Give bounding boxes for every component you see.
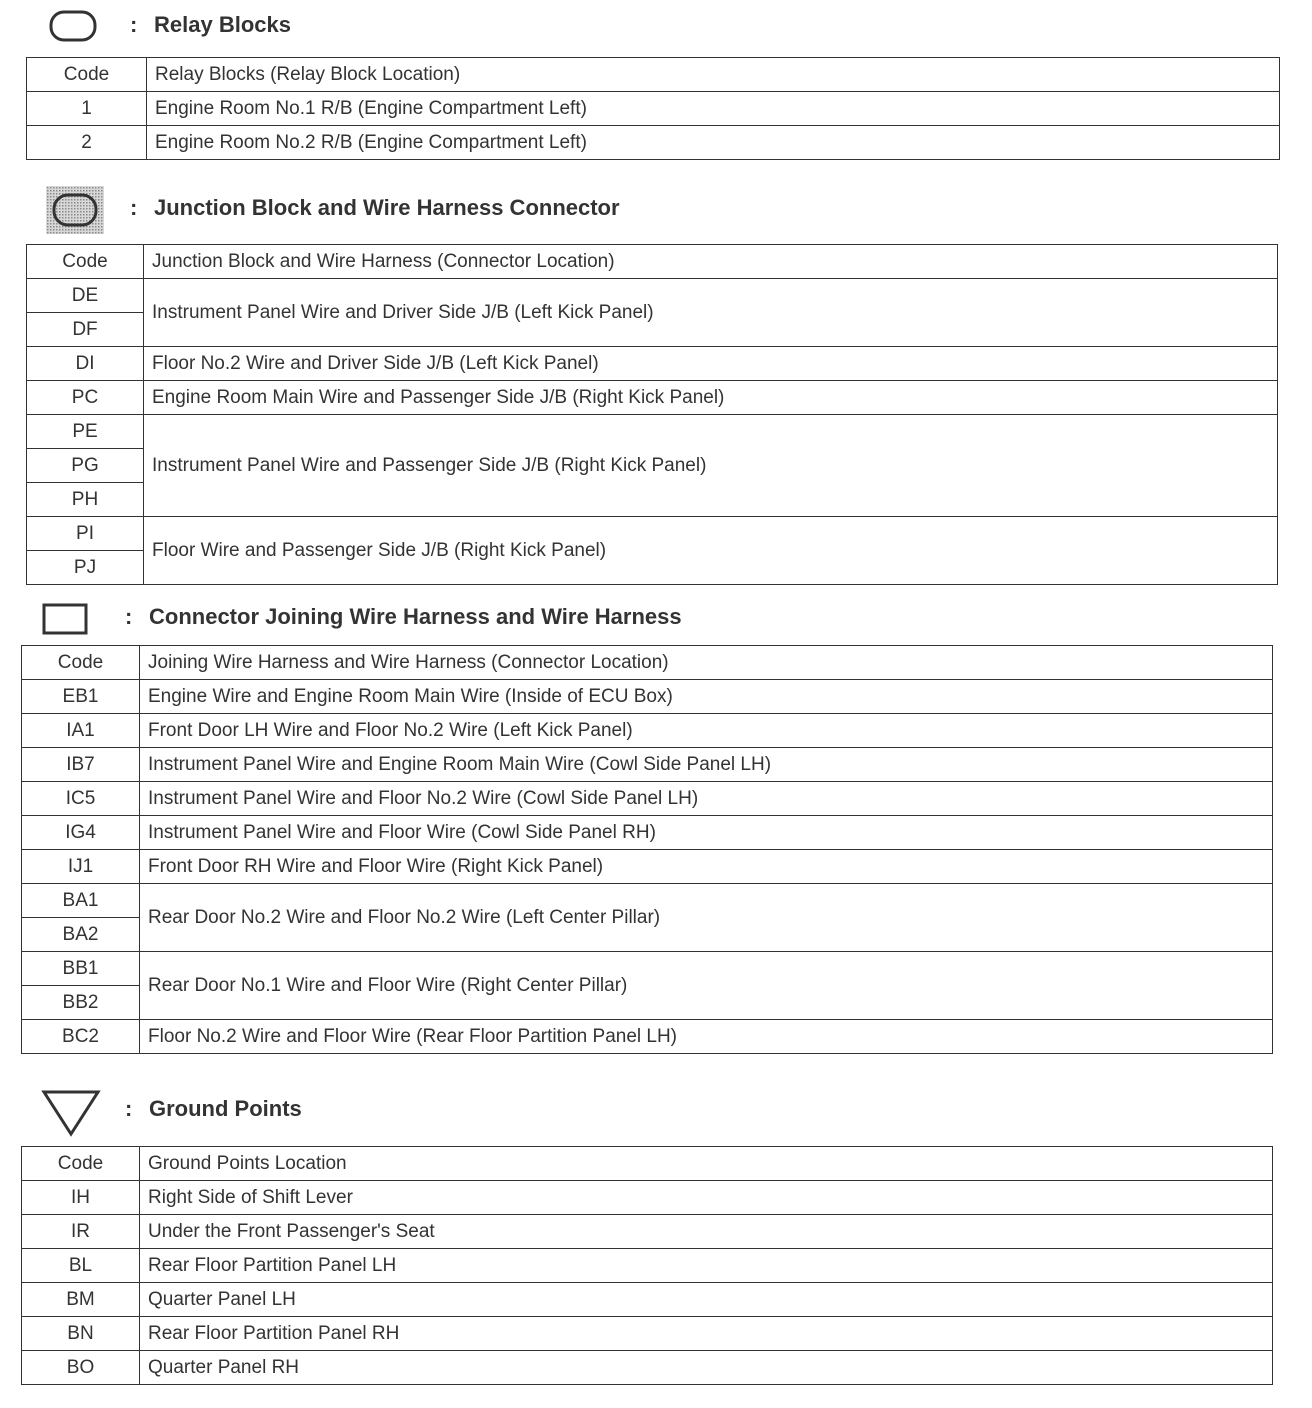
code-cell: 2 (27, 126, 147, 160)
connector-table (21, 645, 1273, 1054)
table-header-row (22, 1147, 1273, 1181)
location-cell: Rear Door No.1 Wire and Floor Wire (Right Center Pillar) (140, 952, 1273, 1020)
code-header: Code (22, 1147, 140, 1181)
location-cell: Floor Wire and Passenger Side J/B (Right Kick Panel) (144, 517, 1278, 585)
location-cell: Right Side of Shift Lever (140, 1181, 1273, 1215)
table-header-row (27, 245, 1278, 279)
ground-point-triangle-icon (40, 1088, 102, 1138)
table-row (27, 347, 1278, 381)
table-row (22, 1317, 1273, 1351)
table-row (27, 381, 1278, 415)
code-cell: PJ (27, 551, 144, 585)
junction-block-symbol-icon (44, 184, 106, 236)
location-cell: Instrument Panel Wire and Floor No.2 Wire (Cowl Side Panel LH) (140, 782, 1273, 816)
code-cell: BA1 (22, 884, 140, 918)
location-cell: Quarter Panel RH (140, 1351, 1273, 1385)
location-header: Relay Blocks (Relay Block Location) (147, 58, 1280, 92)
location-header: Joining Wire Harness and Wire Harness (Connector Location) (140, 646, 1273, 680)
location-cell: Instrument Panel Wire and Floor Wire (Cowl Side Panel RH) (140, 816, 1273, 850)
location-cell: Floor No.2 Wire and Driver Side J/B (Left Kick Panel) (144, 347, 1278, 381)
code-cell: PE (27, 415, 144, 449)
code-cell: IR (22, 1215, 140, 1249)
table-row (22, 1249, 1273, 1283)
table-row (22, 1283, 1273, 1317)
code-cell: BB2 (22, 986, 140, 1020)
junction-block-title: Junction Block and Wire Harness Connector (154, 195, 620, 220)
code-cell: PI (27, 517, 144, 551)
table-row (22, 782, 1273, 816)
code-cell: IA1 (22, 714, 140, 748)
code-cell: IC5 (22, 782, 140, 816)
code-cell: IH (22, 1181, 140, 1215)
connector-symbol-icon (40, 600, 92, 638)
code-cell: PC (27, 381, 144, 415)
code-cell: EB1 (22, 680, 140, 714)
location-cell: Front Door RH Wire and Floor Wire (Right Kick Panel) (140, 850, 1273, 884)
location-cell: Rear Floor Partition Panel LH (140, 1249, 1273, 1283)
junction-block-table (26, 244, 1278, 585)
code-header: Code (27, 245, 144, 279)
code-cell: BA2 (22, 918, 140, 952)
location-cell: Under the Front Passenger's Seat (140, 1215, 1273, 1249)
table-row (22, 1181, 1273, 1215)
code-cell: BL (22, 1249, 140, 1283)
connector-title: Connector Joining Wire Harness and Wire Harness (149, 604, 682, 629)
code-cell: PH (27, 483, 144, 517)
table-row (27, 415, 1278, 449)
code-cell: IJ1 (22, 850, 140, 884)
table-header-row (22, 646, 1273, 680)
table-row (22, 850, 1273, 884)
code-cell: PG (27, 449, 144, 483)
code-cell: BO (22, 1351, 140, 1385)
location-header: Ground Points Location (140, 1147, 1273, 1181)
location-cell: Front Door LH Wire and Floor No.2 Wire (Left Kick Panel) (140, 714, 1273, 748)
code-cell: BM (22, 1283, 140, 1317)
table-row (22, 748, 1273, 782)
location-cell: Floor No.2 Wire and Floor Wire (Rear Floor Partition Panel LH) (140, 1020, 1273, 1054)
location-cell: Engine Room Main Wire and Passenger Side J/B (Right Kick Panel) (144, 381, 1278, 415)
location-cell: Instrument Panel Wire and Engine Room Main Wire (Cowl Side Panel LH) (140, 748, 1273, 782)
code-cell: IB7 (22, 748, 140, 782)
table-row (27, 517, 1278, 551)
code-cell: DI (27, 347, 144, 381)
location-cell: Engine Wire and Engine Room Main Wire (Inside of ECU Box) (140, 680, 1273, 714)
table-row (22, 952, 1273, 986)
ground-points-title: Ground Points (149, 1096, 302, 1121)
location-cell: Instrument Panel Wire and Driver Side J/B (Left Kick Panel) (144, 279, 1278, 347)
table-row (22, 1215, 1273, 1249)
location-cell: Engine Room No.2 R/B (Engine Compartment Left) (147, 126, 1280, 160)
code-cell: IG4 (22, 816, 140, 850)
connector-colon: : (125, 604, 133, 629)
junction-block-colon: : (130, 195, 138, 220)
table-header-row (27, 58, 1280, 92)
ground-points-colon: : (125, 1096, 133, 1121)
location-header: Junction Block and Wire Harness (Connector Location) (144, 245, 1278, 279)
code-header: Code (27, 58, 147, 92)
code-cell: DF (27, 313, 144, 347)
location-cell: Rear Door No.2 Wire and Floor No.2 Wire (Left Center Pillar) (140, 884, 1273, 952)
table-row (22, 816, 1273, 850)
code-cell: BB1 (22, 952, 140, 986)
relay-blocks-colon: : (130, 12, 138, 37)
table-row (22, 680, 1273, 714)
code-cell: 1 (27, 92, 147, 126)
table-row (22, 714, 1273, 748)
location-cell: Instrument Panel Wire and Passenger Side J/B (Right Kick Panel) (144, 415, 1278, 517)
code-header: Code (22, 646, 140, 680)
ground-points-table (21, 1146, 1273, 1385)
table-row (22, 884, 1273, 918)
table-row (27, 92, 1280, 126)
location-cell: Rear Floor Partition Panel RH (140, 1317, 1273, 1351)
location-cell: Engine Room No.1 R/B (Engine Compartment Left) (147, 92, 1280, 126)
code-cell: BN (22, 1317, 140, 1351)
location-cell: Quarter Panel LH (140, 1283, 1273, 1317)
code-cell: BC2 (22, 1020, 140, 1054)
table-row (27, 126, 1280, 160)
relay-blocks-table (26, 57, 1280, 160)
relay-block-symbol-icon (48, 8, 98, 44)
table-row (22, 1351, 1273, 1385)
code-cell: DE (27, 279, 144, 313)
table-row (27, 279, 1278, 313)
relay-blocks-title: Relay Blocks (154, 12, 291, 37)
table-row (22, 1020, 1273, 1054)
